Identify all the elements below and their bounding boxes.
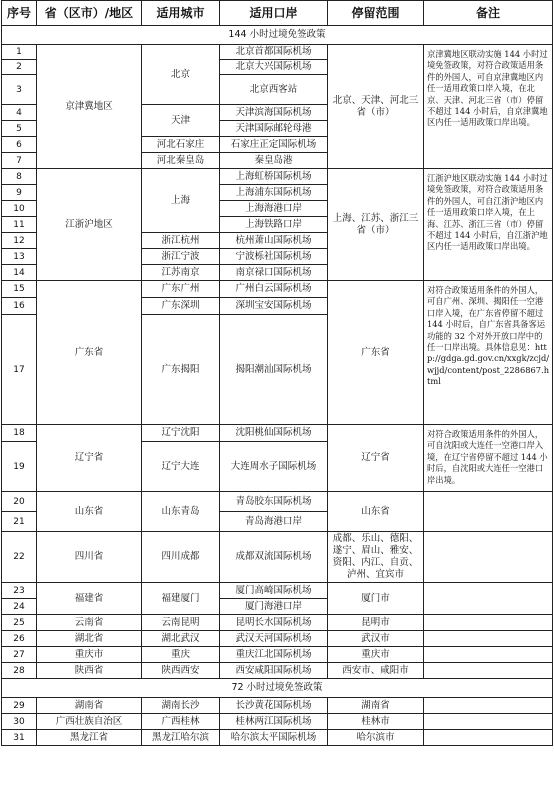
- region-cell: 辽宁省: [37, 425, 142, 492]
- port-cell: 上海浦东国际机场: [220, 185, 328, 201]
- city-cell: 四川成都: [142, 532, 220, 583]
- range-cell: 桂林市: [328, 714, 424, 730]
- col-header-city: 适用城市: [142, 1, 220, 26]
- note-cell: [424, 631, 553, 647]
- col-header-index: 序号: [2, 1, 37, 26]
- city-cell: 浙江杭州: [142, 233, 220, 249]
- port-cell: 南京禄口国际机场: [220, 265, 328, 281]
- note-cell: 对符合政策适用条件的外国人，可自沈阳或大连任一空港口岸入境，在辽宁省停留不超过 144 小时后，自沈阳或大连任一空港口岸出境。: [424, 425, 553, 492]
- note-cell: [424, 714, 553, 730]
- range-cell: 山东省: [328, 492, 424, 532]
- region-cell: 广东省: [37, 281, 142, 425]
- row-number: 23: [2, 583, 37, 599]
- note-cell: [424, 647, 553, 663]
- row-number: 1: [2, 45, 37, 60]
- row-number: 4: [2, 105, 37, 121]
- city-cell: 福建厦门: [142, 583, 220, 615]
- note-cell: [424, 698, 553, 714]
- port-cell: 青岛海港口岸: [220, 512, 328, 532]
- port-cell: 天津滨海国际机场: [220, 105, 328, 121]
- port-cell: 北京首都国际机场: [220, 45, 328, 60]
- row-number: 8: [2, 169, 37, 185]
- city-cell: 广西桂林: [142, 714, 220, 730]
- region-cell: 江浙沪地区: [37, 169, 142, 281]
- col-header-port: 适用口岸: [220, 1, 328, 26]
- row-number: 9: [2, 185, 37, 201]
- port-cell: 大连周水子国际机场: [220, 442, 328, 492]
- city-cell: 陕西西安: [142, 663, 220, 679]
- row-number: 26: [2, 631, 37, 647]
- row-number: 25: [2, 615, 37, 631]
- region-cell: 重庆市: [37, 647, 142, 663]
- city-cell: 天津: [142, 105, 220, 137]
- row-number: 22: [2, 532, 37, 583]
- row-number: 3: [2, 75, 37, 105]
- port-cell: 深圳宝安国际机场: [220, 298, 328, 315]
- range-cell: 昆明市: [328, 615, 424, 631]
- range-cell: 湖南省: [328, 698, 424, 714]
- col-header-note: 备注: [424, 1, 553, 26]
- city-cell: 广东深圳: [142, 298, 220, 315]
- col-header-region: 省（区市）/地区: [37, 1, 142, 26]
- port-cell: 宁波栎社国际机场: [220, 249, 328, 265]
- city-cell: 山东青岛: [142, 492, 220, 532]
- region-cell: 陕西省: [37, 663, 142, 679]
- note-cell: [424, 615, 553, 631]
- range-cell: 辽宁省: [328, 425, 424, 492]
- region-cell: 云南省: [37, 615, 142, 631]
- row-number: 5: [2, 121, 37, 137]
- note-cell: [424, 583, 553, 615]
- city-cell: 重庆: [142, 647, 220, 663]
- range-cell: 哈尔滨市: [328, 730, 424, 746]
- row-number: 10: [2, 201, 37, 217]
- port-cell: 上海铁路口岸: [220, 217, 328, 233]
- note-cell: 对符合政策适用条件的外国人，可自广州、深圳、揭阳任一空港口岸入境，在广东省停留不超过 144 小时后，自广东省具备客运功能的 32 个对外开放口岸中的任一口岸出境。具体信息见：http://gdga.gd.gov.cn/xxgk/zcjd/wjjd/content/post_2286867.html: [424, 281, 553, 425]
- range-cell: 广东省: [328, 281, 424, 425]
- port-cell: 北京西客站: [220, 75, 328, 105]
- port-cell: 杭州萧山国际机场: [220, 233, 328, 249]
- city-cell: 广东揭阳: [142, 315, 220, 425]
- note-cell: [424, 730, 553, 746]
- port-cell: 厦门海港口岸: [220, 599, 328, 615]
- header-row: [2, 1, 553, 26]
- region-cell: 湖南省: [37, 698, 142, 714]
- city-cell: 辽宁沈阳: [142, 425, 220, 442]
- region-cell: 四川省: [37, 532, 142, 583]
- row-number: 16: [2, 298, 37, 315]
- range-cell: 上海、江苏、浙江三省（市）: [328, 169, 424, 281]
- port-cell: 天津国际邮轮母港: [220, 121, 328, 137]
- row-number: 31: [2, 730, 37, 746]
- port-cell: 上海海港口岸: [220, 201, 328, 217]
- row-number: 30: [2, 714, 37, 730]
- port-cell: 哈尔滨太平国际机场: [220, 730, 328, 746]
- section-title-72: 72 小时过境免签政策: [2, 679, 553, 698]
- port-cell: 石家庄正定国际机场: [220, 137, 328, 153]
- row-number: 28: [2, 663, 37, 679]
- row-number: 11: [2, 217, 37, 233]
- city-cell: 广东广州: [142, 281, 220, 298]
- range-cell: 西安市、咸阳市: [328, 663, 424, 679]
- note-cell: 江浙沪地区联动实施 144 小时过境免签政策，对符合政策适用条件的外国人，可自江浙沪地区内任一适用政策口岸入境，在上海、江苏、浙江三省（市）停留不超过 144 小时后，自江浙沪地区内任一适用政策口岸出境。: [424, 169, 553, 281]
- city-cell: 北京: [142, 45, 220, 105]
- port-cell: 重庆江北国际机场: [220, 647, 328, 663]
- section-title-144: 144 小时过境免签政策: [2, 26, 553, 45]
- port-cell: 广州白云国际机场: [220, 281, 328, 298]
- port-cell: 青岛胶东国际机场: [220, 492, 328, 512]
- note-cell: [424, 532, 553, 583]
- port-cell: 秦皇岛港: [220, 153, 328, 169]
- note-cell: [424, 492, 553, 532]
- port-cell: 成都双流国际机场: [220, 532, 328, 583]
- city-cell: 辽宁大连: [142, 442, 220, 492]
- note-cell: [424, 663, 553, 679]
- row-number: 29: [2, 698, 37, 714]
- region-cell: 黑龙江省: [37, 730, 142, 746]
- region-cell: 福建省: [37, 583, 142, 615]
- port-cell: 昆明长水国际机场: [220, 615, 328, 631]
- range-cell: 厦门市: [328, 583, 424, 615]
- row-number: 14: [2, 265, 37, 281]
- range-cell: 北京、天津、河北三省（市）: [328, 45, 424, 169]
- port-cell: 西安咸阳国际机场: [220, 663, 328, 679]
- row-number: 15: [2, 281, 37, 298]
- region-cell: 湖北省: [37, 631, 142, 647]
- city-cell: 浙江宁波: [142, 249, 220, 265]
- port-cell: 长沙黄花国际机场: [220, 698, 328, 714]
- city-cell: 黑龙江哈尔滨: [142, 730, 220, 746]
- city-cell: 湖北武汉: [142, 631, 220, 647]
- row-number: 20: [2, 492, 37, 512]
- city-cell: 河北石家庄: [142, 137, 220, 153]
- col-header-range: 停留范围: [328, 1, 424, 26]
- city-cell: 江苏南京: [142, 265, 220, 281]
- row-number: 6: [2, 137, 37, 153]
- row-number: 17: [2, 315, 37, 425]
- port-cell: 揭阳潮汕国际机场: [220, 315, 328, 425]
- range-cell: 重庆市: [328, 647, 424, 663]
- city-cell: 河北秦皇岛: [142, 153, 220, 169]
- port-cell: 厦门高崎国际机场: [220, 583, 328, 599]
- region-cell: 京津冀地区: [37, 45, 142, 169]
- city-cell: 云南昆明: [142, 615, 220, 631]
- port-cell: 桂林两江国际机场: [220, 714, 328, 730]
- row-number: 12: [2, 233, 37, 249]
- port-cell: 北京大兴国际机场: [220, 60, 328, 75]
- note-cell: 京津冀地区联动实施 144 小时过境免签政策，对符合政策适用条件的外国人，可自京津冀地区内任一适用政策口岸入境，在北京、天津、河北三省（市）停留不超过 144 小时后，自京津冀地区内任一适用政策口岸出境。: [424, 45, 553, 169]
- range-cell: 武汉市: [328, 631, 424, 647]
- row-number: 27: [2, 647, 37, 663]
- row-number: 24: [2, 599, 37, 615]
- city-cell: 湖南长沙: [142, 698, 220, 714]
- region-cell: 山东省: [37, 492, 142, 532]
- port-cell: 沈阳桃仙国际机场: [220, 425, 328, 442]
- city-cell: 上海: [142, 169, 220, 233]
- range-cell: 成都、乐山、德阳、遂宁、眉山、雅安、资阳、内江、自贡、泸州、宜宾市: [328, 532, 424, 583]
- row-number: 18: [2, 425, 37, 442]
- row-number: 19: [2, 442, 37, 492]
- row-number: 13: [2, 249, 37, 265]
- region-cell: 广西壮族自治区: [37, 714, 142, 730]
- port-cell: 武汉天河国际机场: [220, 631, 328, 647]
- row-number: 7: [2, 153, 37, 169]
- row-number: 2: [2, 60, 37, 75]
- row-number: 21: [2, 512, 37, 532]
- port-cell: 上海虹桥国际机场: [220, 169, 328, 185]
- policy-table: [1, 0, 553, 746]
